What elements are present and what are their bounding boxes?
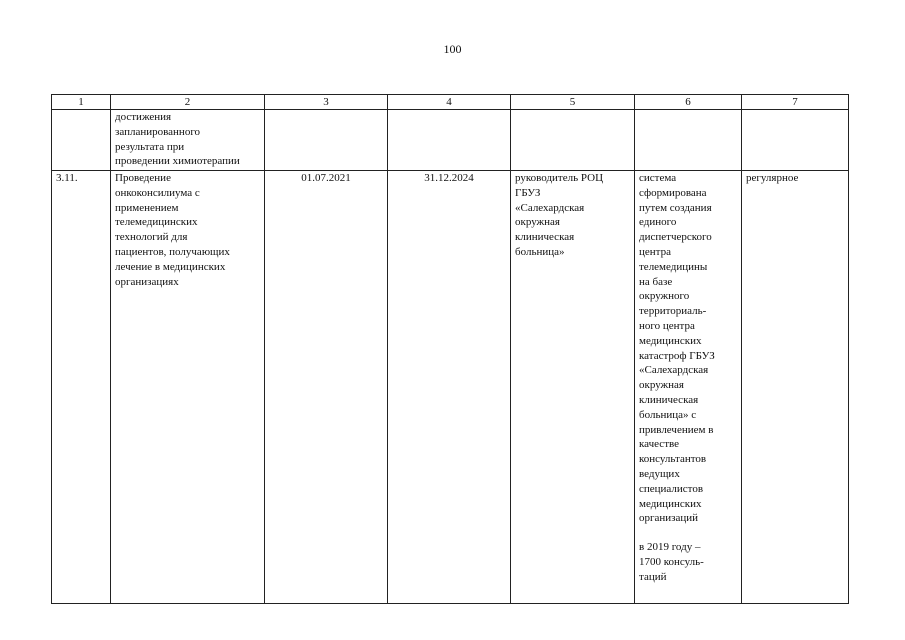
column-header-5: 5: [511, 95, 635, 110]
page-number: 100: [443, 42, 462, 56]
column-header-4: 4: [388, 95, 511, 110]
column-header-1: 1: [52, 95, 111, 110]
table-row-3-11: [52, 171, 849, 604]
result-spacer: [639, 526, 737, 540]
result-note-text: в 2019 году – 1700 консуль- таций: [639, 541, 704, 583]
column-header-3: 3: [265, 95, 388, 110]
cell-empty: [52, 110, 111, 171]
table-row-continuation: [52, 110, 849, 171]
cell-periodicity: регулярное: [742, 171, 849, 604]
cell-empty: [265, 110, 388, 171]
plan-table: [51, 94, 849, 604]
cell-continued-text: достижения запланированного результата при проведении химиотерапии: [111, 110, 265, 171]
cell-row-number: 3.11.: [52, 171, 111, 604]
column-header-2: 2: [111, 95, 265, 110]
cell-result: [635, 171, 742, 604]
cell-empty: [511, 110, 635, 171]
cell-responsible: руководитель РОЦ ГБУЗ «Салехардская окружная клиническая больница»: [511, 171, 635, 604]
cell-end-date: 31.12.2024: [388, 171, 511, 604]
cell-empty: [635, 110, 742, 171]
cell-measure-name: Проведение онкоконсилиума с применением телемедицинских технологий для пациентов, получающих лечение в медицинских организациях: [111, 171, 265, 604]
cell-empty: [742, 110, 849, 171]
cell-start-date: 01.07.2021: [265, 171, 388, 604]
column-header-7: 7: [742, 95, 849, 110]
result-main-text: система сформирована путем создания единого диспетчерского центра телемедицины на базе окружного территориаль- ного центра медицинских катастроф ГБУЗ «Салехардская окружная клиническая больница» с привлечением в качестве консультантов ведущих специалистов медицинских организаций: [639, 172, 715, 525]
column-header-6: 6: [635, 95, 742, 110]
table-header-row: [52, 95, 849, 110]
cell-empty: [388, 110, 511, 171]
